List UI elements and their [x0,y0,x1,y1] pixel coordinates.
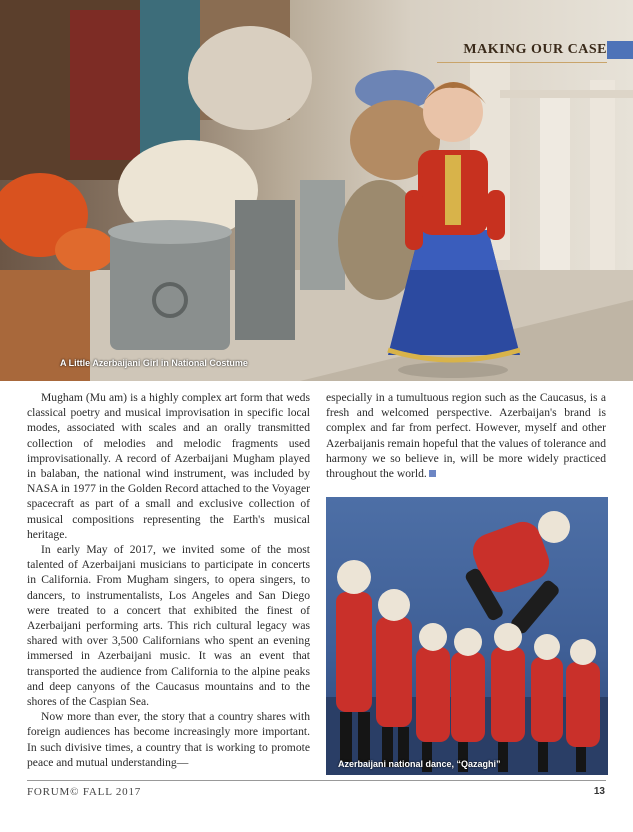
dance-photo [326,497,608,775]
article-paragraph-text: especially in a tumultuous region such as the Caucasus, is a fresh and welcomed perspective. Azerbaijan's brand is complex and far from perfect. However, myself and other Azerbaijanis remain hopeful that the values of tolerance and harmony we so believe in, will be more widely practiced throughout the world. [326,391,606,481]
footer-rule [27,780,606,781]
article-left-column [27,390,310,770]
section-title: MAKING OUR CASE [463,42,607,57]
article-right-column [326,390,606,481]
end-of-article-mark [429,470,436,477]
section-rule [437,62,607,63]
dance-photo-illustration [326,497,608,775]
dance-photo-caption: Azerbaijani national dance, “Qazaghi” [338,759,501,769]
footer-publication: FORUM© FALL 2017 [27,786,142,798]
page-number: 13 [593,786,605,797]
article-paragraph-end [326,390,606,481]
section-accent-block [607,41,633,59]
girl-photo [0,0,633,381]
section-tag [437,40,607,62]
article-paragraph: In early May of 2017, we invited some of the most talented of Azerbaijani musicians to participate in concerts in California. From Mugham singers, to opera singers, to dancers, to instrumentalists, Los Angeles and San Diego were treated to a concert that exhibited the finest of Azerbaijani performing arts. This rich cultural legacy was shared with over 3,500 Californians who spent an evening immersed in Azerbaijani music. It was an event that transported the audience from California to the alpine peaks and deep canyons of the Caucasus mountains and to the shores of the Caspian Sea. [27,543,310,709]
girl-photo-caption: A Little Azerbaijani Girl in National Costume [60,358,248,368]
article-paragraph: Now more than ever, the story that a country shares with foreign audiences has become increasingly more important. In such divisive times, a country that is working to promote peace and mutual understanding— [27,710,310,769]
article-paragraph: Mugham (Mu am) is a highly complex art form that weds classical poetry and musical improvisation in specific local modes, associated with scales and an orally transmitted collection of melodies and melodic fragments used improvisationally. A record of Azerbaijani Mugham played in balaban, the national wind instrument, was included by NASA in 1977 in the Golden Record attached to the Voyager spacecraft as part of a small and exclusive collection of musical compositions representing the Earth's musical heritage. [27,391,310,541]
